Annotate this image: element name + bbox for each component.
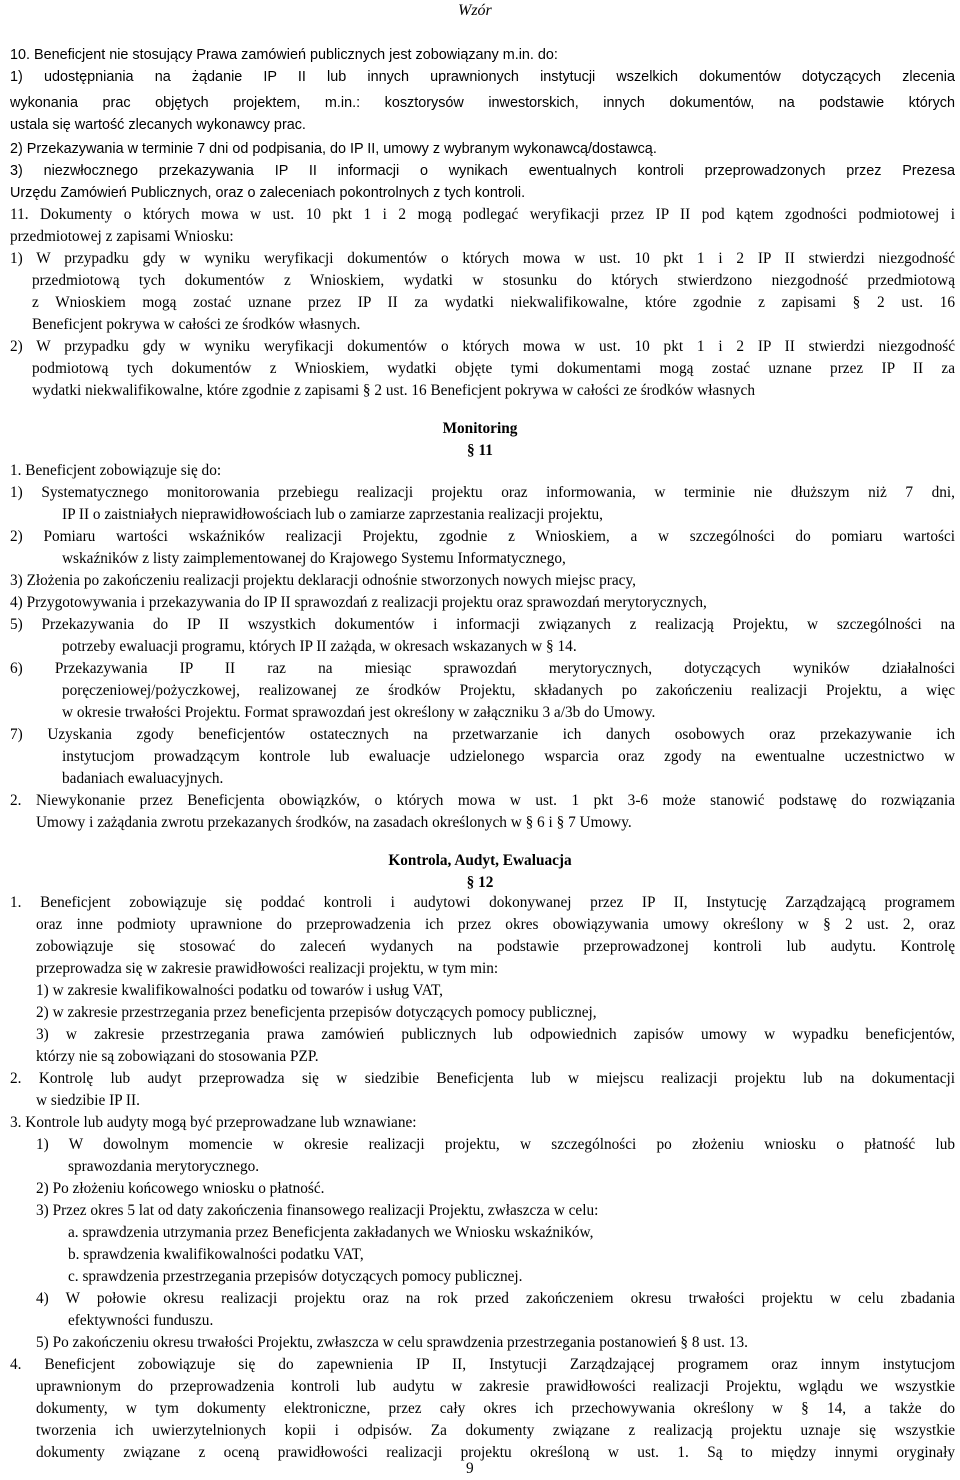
text-line: 2) W przypadku gdy w wyniku weryfikacji dokumentów o których mowa w ust. 10 pkt 1 i 2 IP II stwierdzi niezgodność (10, 338, 955, 355)
text-line: 10. Beneficjent nie stosujący Prawa zamówień publicznych jest zobowiązany m.in. do: (10, 47, 558, 63)
text-line: poręczeniowej/pożyczkowej, realizowanej ze środków Projektu, składanych po zakończeniu realizacji Projektu, a więc (62, 682, 955, 699)
text-line: uprawnionym do przeprowadzenia kontroli lub audytu w zakresie prawidłowości realizacji Projektu, wglądu we wszystkie (36, 1378, 955, 1395)
text-line: wskaźników z listy zaimplementowanej do Krajowego Systemu Informatycznego, (62, 550, 566, 567)
text-line: 2. Niewykonanie przez Beneficjenta obowiązków, o których mowa w ust. 1 pkt 3-6 może stanowić podstawę do rozwiązania (10, 792, 955, 809)
text-line: 1. Beneficjent zobowiązuje się do: (10, 462, 222, 479)
text-line: 4) Przygotowywania i przekazywania do IP II sprawozdań z realizacji projektu oraz sprawozdań merytorycznych, (10, 594, 707, 611)
text-line: instytucjom prowadzącym kontrole lub ewaluacje udzielonego wsparcia oraz zgody na ewentualne uczestnictwo w (62, 748, 955, 765)
text-line: 5) Po zakończeniu okresu trwałości Projektu, zwłaszcza w celu sprawdzenia przestrzegania postanowień § 8 ust. 13. (36, 1334, 748, 1351)
text-line: efektywności funduszu. (68, 1312, 214, 1329)
text-line: potrzeby ewaluacji programu, których IP II zażąda, w okresach wskazanych w § 14. (62, 638, 577, 655)
text-line: 4) W połowie okresu realizacji projektu oraz na rok przed zakończeniem okresu trwałości projektu w celu zbadania (36, 1290, 955, 1307)
text-line: 3. Kontrole lub audyty mogą być przeprowadzane lub wznawiane: (10, 1114, 417, 1131)
text-line: b. sprawdzenia kwalifikowalności podatku VAT, (68, 1246, 364, 1263)
text-line: 4. Beneficjent zobowiązuje się do zapewnienia IP II, Instytucji Zarządzającej programem oraz innym instytucjom (10, 1356, 955, 1373)
text-line: Umowy i zażądania zwrotu przekazanych środków, na zasadach określonych w § 6 i § 7 Umowy. (36, 814, 632, 831)
text-line: wykonania prac objętych projektem, m.in.: kosztorysów inwestorskich, innych dokumentów, na podstawie których (10, 95, 955, 111)
text-line: wydatki niekwalifikowalne, które zgodnie z zapisami § 2 ust. 16 Beneficjent pokrywa w całości ze środków własnych (32, 382, 755, 399)
text-line: 7) Uzyskania zgody beneficjentów ostatecznych na przetwarzanie ich danych osobowych oraz przekazywanie ich (10, 726, 955, 743)
text-line: IP II o zaistniałych nieprawidłowościach lub o zamiarze zaprzestania realizacji projektu, (62, 506, 603, 523)
text-line: 3) Złożenia po zakończeniu realizacji projektu deklaracji odnośnie stworzonych nowych miejsc pracy, (10, 572, 636, 589)
text-line: Monitoring (442, 420, 518, 437)
text-line: § 11 (467, 442, 493, 459)
text-line: dokumenty, w tym dokumenty elektroniczne, przez cały okres ich przechowywania określony w § 14, a także do (36, 1400, 955, 1417)
text-line: 1. Beneficjent zobowiązuje się poddać kontroli i audytowi dokonywanej przez IP II, Instytucję Zarządzającą programem (10, 894, 955, 911)
text-line: 1) W dowolnym momencie w okresie realizacji projektu, w szczególności po złożeniu wniosku o płatność lub (36, 1136, 955, 1153)
text-line: 3) w zakresie przestrzegania prawa zamówień publicznych lub odpowiednich zapisów umowy w wypadku beneficjentów, (36, 1026, 955, 1043)
text-line: Kontrola, Audyt, Ewaluacja (388, 852, 572, 869)
text-line: 5) Przekazywania do IP II wszystkich dokumentów i informacji związanych z realizacją Projektu, w szczególności na (10, 616, 955, 633)
text-line: 1) w zakresie kwalifikowalności podatku od towarów i usług VAT, (36, 982, 443, 999)
text-line: badaniach ewaluacyjnych. (62, 770, 224, 787)
text-line: 6) Przekazywania IP II raz na miesiąc sprawozdań merytorycznych, dotyczących wyników działalności (10, 660, 955, 677)
header-title: Wzór (458, 2, 492, 19)
text-line: w siedzibie IP II. (36, 1092, 140, 1109)
text-line: w okresie trwałości Projektu. Format sprawozdań jest określony w załączniku 3 a/3b do Umowy. (62, 704, 656, 721)
text-line: 2) Pomiaru wartości wskaźników realizacji Projektu, zgodnie z Wnioskiem, a w szczególności do pomiaru wartości (10, 528, 955, 545)
text-line: Urzędu Zamówień Publicznych, oraz o zaleceniach pokontrolnych z tych kontroli. (10, 185, 526, 201)
text-line: § 12 (466, 874, 494, 891)
text-line: zobowiązuje się stosować do zaleceń wydanych na podstawie przeprowadzonej kontroli lub audytu. Kontrolę (36, 938, 955, 955)
text-line: c. sprawdzenia przestrzegania przepisów dotyczących pomocy publicznej. (68, 1268, 523, 1285)
text-line: tworzenia ich uwierzytelnionych kopii i odpisów. Za dokumenty związane z realizacją projektu uznaje się wszystkie (36, 1422, 955, 1439)
text-line: 3) Przez okres 5 lat od daty zakończenia finansowego realizacji Projektu, zwłaszcza w celu: (36, 1202, 599, 1219)
text-line: z Wnioskiem mogą zostać uznane przez IP II za wydatki niekwalifikowalne, które zgodnie z zapisami § 2 ust. 16 (32, 294, 955, 311)
text-line: ustala się wartość zlecanych wykonawcy prac. (10, 117, 306, 133)
text-line: 2. Kontrolę lub audyt przeprowadza się w siedzibie Beneficjenta lub w miejscu realizacji projektu lub na dokumentacji (10, 1070, 955, 1087)
text-line: przedmiotową tych dokumentów z Wnioskiem, wydatki w stosunku do których stwierdzono niezgodność przedmiotową (32, 272, 955, 289)
text-line: Beneficjent pokrywa w całości ze środków własnych. (32, 316, 361, 333)
text-line: oraz inne podmioty uprawnione do przeprowadzenia ich przez okres obowiązywania umowy określony w § 2 ust. 2, oraz (36, 916, 955, 933)
text-line: 1) udostępniania na żądanie IP II lub innych uprawnionych instytucji wszelkich dokumentów dotyczących zlecenia (10, 69, 955, 85)
text-line: przeprowadza się w zakresie prawidłowości realizacji projektu, w tym min: (36, 960, 499, 977)
text-line: 2) Po złożeniu końcowego wniosku o płatność. (36, 1180, 325, 1197)
text-line: 2) Przekazywania w terminie 7 dni od podpisania, do IP II, umowy z wybranym wykonawcą/dostawcą. (10, 141, 657, 157)
text-line: 1) Systematycznego monitorowania przebiegu realizacji projektu oraz informowania, w terminie nie dłuższym niż 7 dni, (10, 484, 955, 501)
text-line: podmiotową tych dokumentów z Wnioskiem, wydatki objęte tymi dokumentami mogą zostać uznane przez IP II za (32, 360, 955, 377)
page-number: 9 (466, 1460, 474, 1477)
text-line: 11. Dokumenty o których mowa w ust. 10 pkt 1 i 2 mogą podlegać weryfikacji przez IP II pod kątem zgodności podmiotowej i (10, 206, 955, 223)
text-line: dokumenty związane z oceną prawidłowości realizacji projektu określoną w ust. 1. Są to między innymi oryginały (36, 1444, 955, 1461)
text-line: którzy nie są zobowiązani do stosowania PZP. (36, 1048, 319, 1065)
text-line: 3) niezwłocznego przekazywania IP II informacji o wynikach ewentualnych kontroli przeprowadzonych przez Prezesa (10, 163, 955, 179)
text-line: 1) W przypadku gdy w wyniku weryfikacji dokumentów o których mowa w ust. 10 pkt 1 i 2 IP II stwierdzi niezgodność (10, 250, 955, 267)
text-line: przedmiotowej z zapisami Wniosku: (10, 228, 234, 245)
text-line: a. sprawdzenia utrzymania przez Beneficjenta zakładanych we Wniosku wskaźników, (68, 1224, 594, 1241)
text-line: sprawozdania merytorycznego. (68, 1158, 260, 1175)
text-line: 2) w zakresie przestrzegania przez beneficjenta przepisów dotyczących pomocy publicznej, (36, 1004, 597, 1021)
